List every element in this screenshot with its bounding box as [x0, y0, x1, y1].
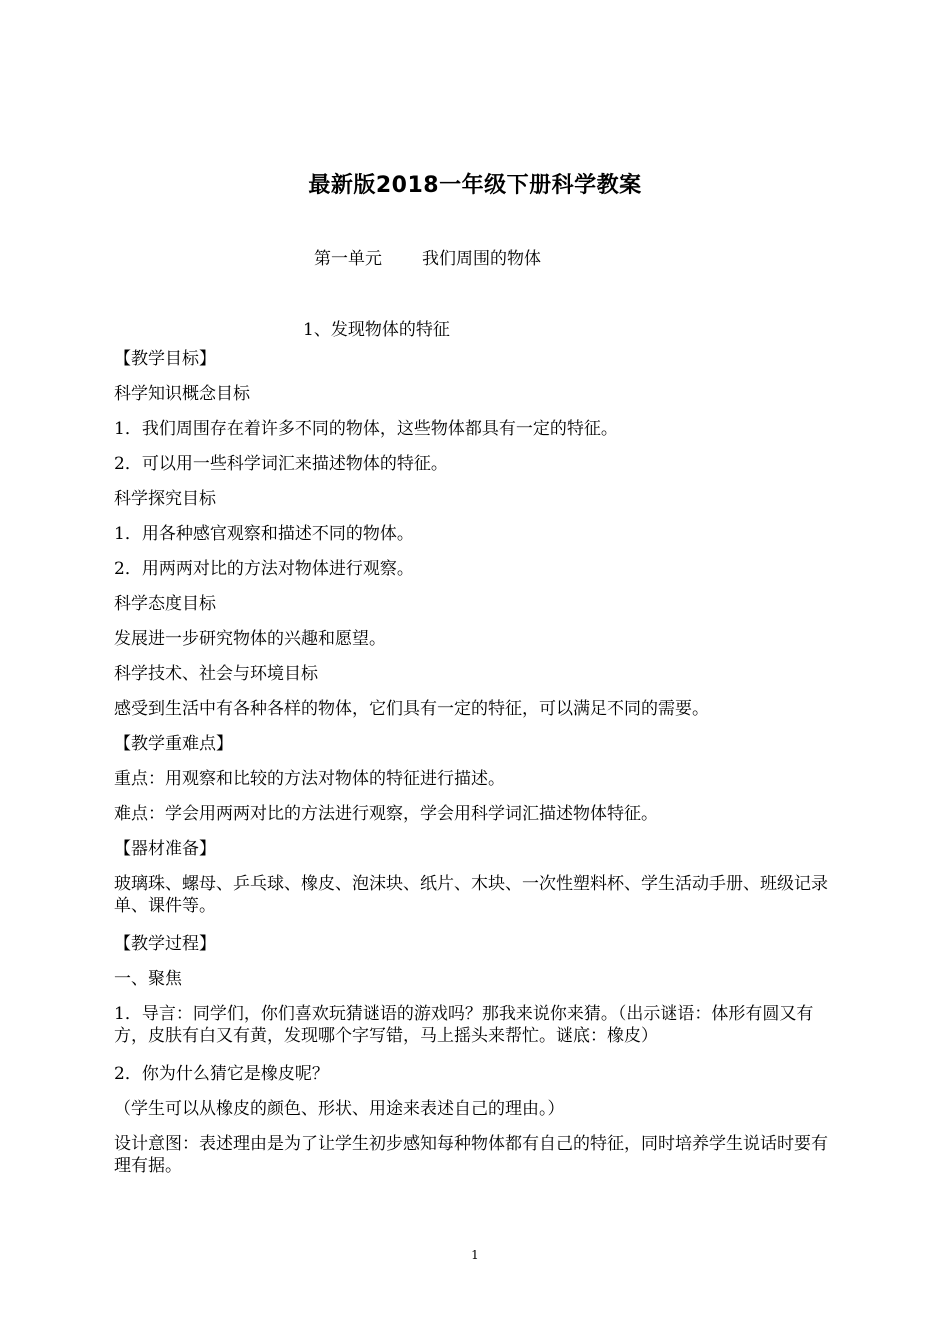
document-title: 最新版2018一年级下册科学教案: [308, 173, 642, 198]
paragraph: 感受到生活中有各种各样的物体，它们具有一定的特征，可以满足不同的需要。: [114, 699, 709, 719]
unit-label: 第一单元: [314, 249, 382, 269]
section-heading-materials: 【器材准备】: [114, 839, 216, 859]
paragraph: 难点：学会用两两对比的方法进行观察，学会用科学词汇描述物体特征。: [114, 804, 658, 824]
paragraph: 设计意图：表述理由是为了让学生初步感知每种物体都有自己的特征，同时培养学生说话时要有理有据。: [114, 1134, 828, 1176]
section-heading-objectives: 【教学目标】: [114, 349, 216, 369]
subheading-inquiry: 科学探究目标: [114, 489, 216, 509]
paragraph: 1．导言：同学们，你们喜欢玩猜谜语的游戏吗？那我来说你来猜。（出示谜语：体形有圆又有方，皮肤有白又有黄，发现哪个字写错，马上摇头来帮忙。谜底：橡皮）: [114, 1004, 814, 1046]
page-number: 1: [471, 1248, 479, 1262]
paragraph: 玻璃珠、螺母、乒乓球、橡皮、泡沫块、纸片、木块、一次性塑料杯、学生活动手册、班级记录单、课件等。: [114, 874, 828, 916]
unit-heading: [314, 244, 541, 269]
subheading-sts: 科学技术、社会与环境目标: [114, 664, 318, 684]
section-heading-process: 【教学过程】: [114, 934, 216, 954]
paragraph: 2．用两两对比的方法对物体进行观察。: [114, 559, 414, 579]
subheading-knowledge: 科学知识概念目标: [114, 384, 250, 404]
paragraph: （学生可以从橡皮的颜色、形状、用途来表述自己的理由。）: [114, 1099, 565, 1119]
paragraph: 2．可以用一些科学词汇来描述物体的特征。: [114, 454, 448, 474]
section-heading-key-points: 【教学重难点】: [114, 734, 233, 754]
lesson-heading: 1、发现物体的特征: [303, 320, 450, 340]
paragraph: 发展进一步研究物体的兴趣和愿望。: [114, 629, 386, 649]
subheading-focus: 一、聚焦: [114, 969, 182, 989]
subheading-attitude: 科学态度目标: [114, 594, 216, 614]
paragraph: 重点：用观察和比较的方法对物体的特征进行描述。: [114, 769, 505, 789]
document-body: [114, 348, 844, 1193]
paragraph: 2．你为什么猜它是橡皮呢？: [114, 1064, 329, 1084]
unit-name: 我们周围的物体: [422, 249, 541, 269]
paragraph: 1．用各种感官观察和描述不同的物体。: [114, 524, 414, 544]
paragraph: 1．我们周围存在着许多不同的物体，这些物体都具有一定的特征。: [114, 419, 618, 439]
